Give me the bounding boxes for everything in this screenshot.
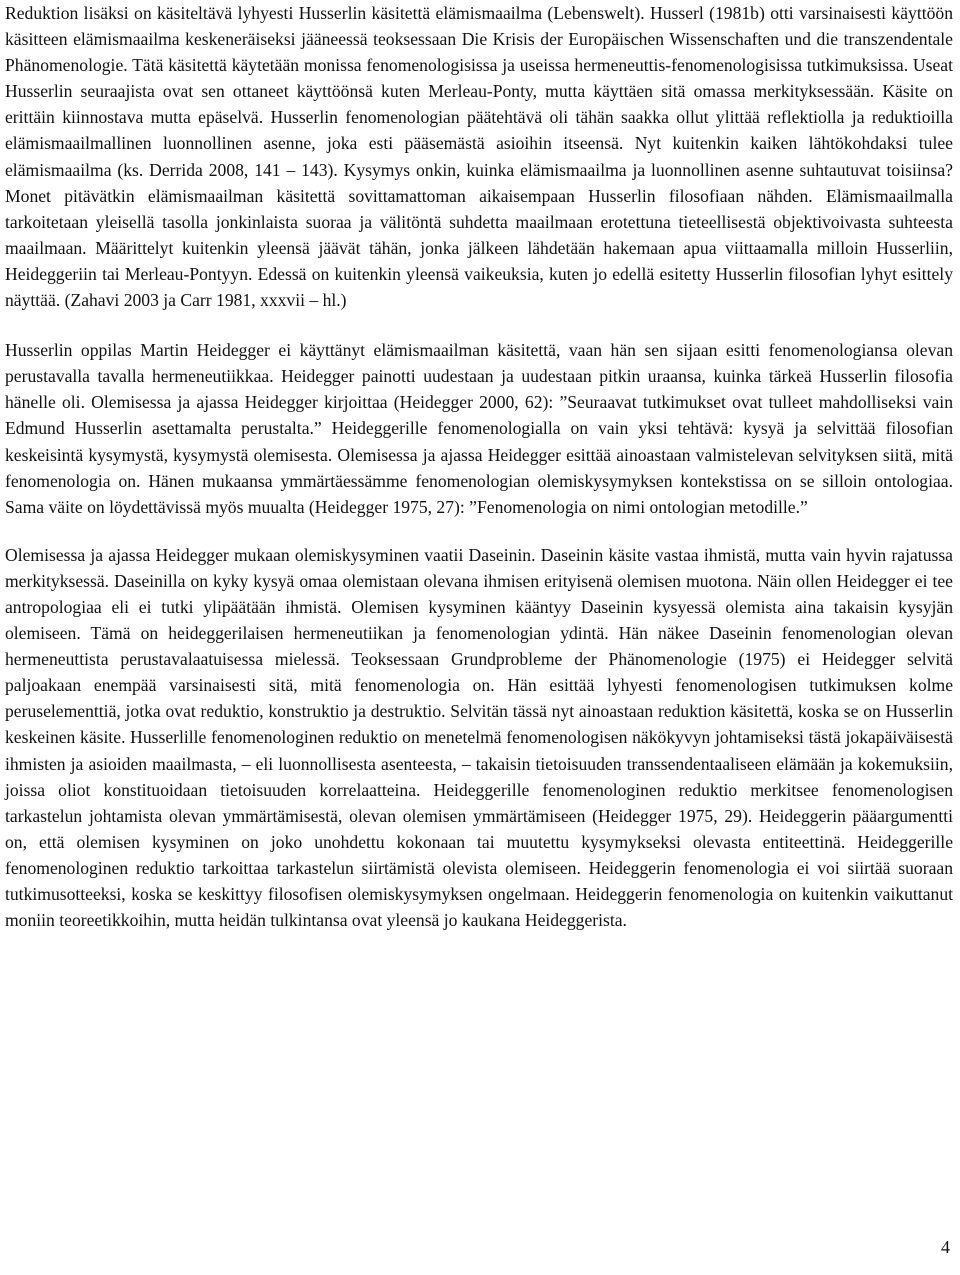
page-number: 4 — [941, 1237, 950, 1257]
document-page — [5, 0, 953, 933]
paragraph-lebenswelt: Reduktion lisäksi on käsiteltävä lyhyesti Husserlin käsitettä elämismaailma (Lebenswelt). Husserl (1981b) otti varsinaisesti käyttöön käsitteen elämismaailma keskeneräiseksi jääneessä teoksessaan Die Krisis der Europäischen Wissenschaften und die transzendentale Phänomenologie. Tätä käsitettä käytetään monissa fenomenologisissa ja useissa hermeneuttis-fenomenologisissa tutkimuksissa. Useat Husserlin seuraajista ovat sen ottaneet käyttöönsä kuten Merleau-Ponty, mutta käyttäen sitä omassa merkityksessään. Käsite on erittäin kiinnostava mutta epäselvä. Husserlin fenomenologian päätehtävä oli tähän saakka ollut ylittää reflektiolla ja reduktioilla elämismaailmallinen luonnollinen asenne, joka esti pääsemästä asioihin itseensä. Nyt kuitenkin kaiken lähtökohdaksi tulee elämismaailma (ks. Derrida 2008, 141 – 143). Kysymys onkin, kuinka elämismaailma ja luonnollinen asenne suhtautuvat toisiinsa? Monet pitävätkin elämismaailman käsitettä sovittamattoman aikaisempaan Husserlin filosofiaan nähden. Elämismaailmalla tarkoitetaan yleisellä tasolla jonkinlaista suoraa ja välitöntä suhdetta maailmaan erotettuna tieteellisestä objektivoivasta suhteesta maailmaan. Määrittelyt kuitenkin yleensä jäävät tähän, jonka jälkeen lähdetään hakemaan apua viittaamalla milloin Husserliin, Heideggeriin tai Merleau-Pontyyn. Edessä on kuitenkin yleensä vaikeuksia, kuten jo edellä esitetty Husserlin filosofian lyhyt esittely näyttää. (Zahavi 2003 ja Carr 1981, xxxvii – hl.) — [5, 3, 953, 311]
paragraph-dasein: Olemisessa ja ajassa Heidegger mukaan olemiskysyminen vaatii Daseinin. Daseinin käsite vastaa ihmistä, mutta vain hyvin rajatussa merkityksessä. Daseinilla on kyky kysyä omaa olemistaan olevana ihmisen erityisenä olemisen muotona. Näin ollen Heidegger ei tee antropologiaa eli ei tutki ylipäätään ihmistä. Olemisen kysyminen kääntyy Daseinin kysyessä olemista aina takaisin kysyjän olemiseen. Tämä on heideggerilaisen hermeneutiikan ja fenomenologian ydintä. Hän näkee Daseinin fenomenologian olevan hermeneuttista perustavalaatuisessa mielessä. Teoksessaan Grundprobleme der Phänomenologie (1975) ei Heidegger selvitä paljoakaan enempää varsinaisesti sitä, mitä fenomenologia on. Hän esittää lyhyesti fenomenologisen tutkimuksen kolme peruselementtiä, jotka ovat reduktio, konstruktio ja destruktio. Selvitän tässä nyt ainoastaan reduktion käsitettä, koska se on Husserlin keskeinen käsite. Husserlille fenomenologinen reduktio on menetelmä fenomenologisen näkökyvyn johtamiseksi tästä jokapäiväisestä ihmisten ja asioiden maailmasta, – eli luonnollisesta asenteesta, – takaisin tietoisuuden transsendentaaliseen elämään ja kokemuksiin, joissa oliot konstituoidaan tietoisuuden korrelaatteina. Heideggerille fenomenologinen reduktio merkitsee fenomenologisen tarkastelun johtamista olevan ymmärtämisestä, olevan olemisen ymmärtämiseen (Heidegger 1975, 29). Heideggerin pääargumentti on, että olemisen kysyminen on joko unohdettu kokonaan tai muutettu kysymykseksi olevasta entiteettinä. Heideggerille fenomenologinen reduktio tarkoittaa tarkastelun siirtämistä olevista olemiseen. Heideggerin fenomenologia ei voi siirtää suoraan tutkimusotteeksi, koska se keskittyy filosofisen olemiskysymyksen ongelmaan. Heideggerin fenomenologia on kuitenkin vaikuttanut moniin teoreetikkoihin, mutta heidän tulkintansa ovat yleensä jo kaukana Heideggerista. — [5, 544, 953, 931]
paragraph-heidegger-hermeneutics: Husserlin oppilas Martin Heidegger ei käyttänyt elämismaailman käsitettä, vaan hän sen sijaan esitti fenomenologiansa olevan perustavalla tavalla hermeneutiikkaa. Heidegger painotti uudestaan ja uudestaan pitkin uraansa, kuinka tärkeä Husserlin filosofia hänelle oli. Olemisessa ja ajassa Heidegger kirjoittaa (Heidegger 2000, 62): ”Seuraavat tutkimukset ovat tulleet mahdolliseksi vain Edmund Husserlin asettamalta perustalta.” Heideggerille fenomenologialla on vain yksi tehtävä: kysyä ja selvittää filosofian keskeisintä kysymystä, kysymystä olemisesta. Olemisessa ja ajassa Heidegger esittää ainoastaan valmistelevan selvityksen siitä, mitä fenomenologia on. Hänen mukaansa ymmärtäessämme fenomenologian olemiskysymyksen kontekstissa on se silloin ontologiaa. Sama väite on löydettävissä myös muualta (Heidegger 1975, 27): ”Fenomenologia on nimi ontologian metodille.” — [5, 340, 953, 517]
